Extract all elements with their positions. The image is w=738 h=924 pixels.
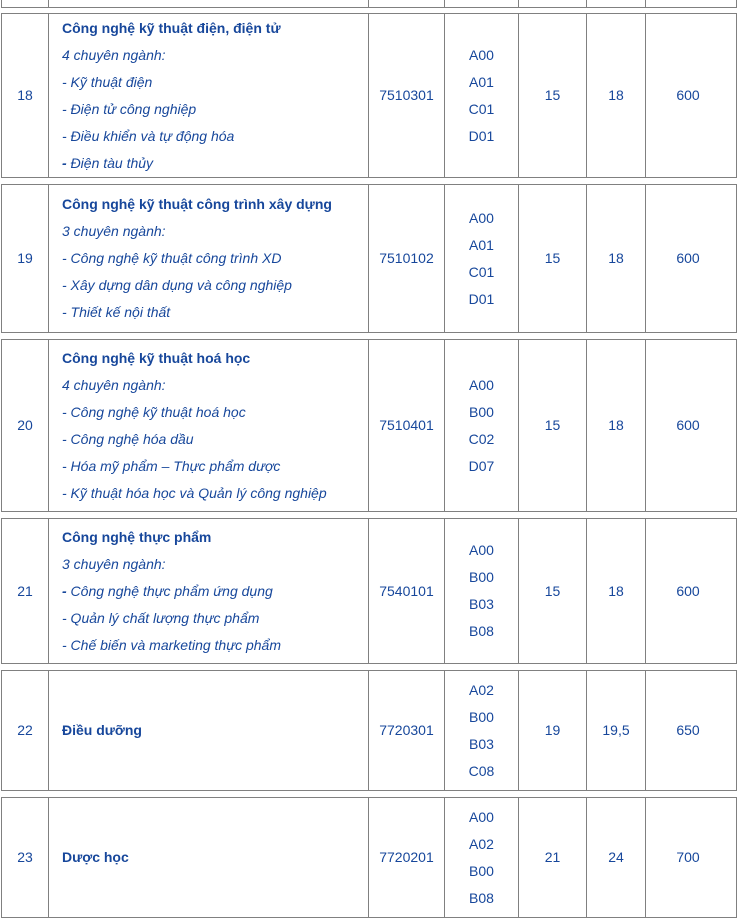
major-subtitle: 4 chuyên ngành: (62, 46, 166, 63)
item-text: Thiết kế nội thất (66, 304, 171, 320)
table-row (1, 184, 737, 333)
major-cell (48, 185, 368, 332)
score3-value: 600 (676, 582, 700, 599)
stt-value: 21 (17, 582, 33, 599)
subject-block-value: A02 (469, 681, 494, 698)
subject-block-value: A00 (469, 376, 494, 393)
major-code-cell (368, 671, 444, 790)
subject-block-value: B03 (469, 596, 494, 612)
score1-value: 19 (544, 722, 561, 738)
major-code-value: 7720301 (379, 722, 434, 738)
empty-cell (2, 0, 48, 7)
major-code-cell (368, 340, 444, 511)
major-code-value: 7540101 (379, 582, 434, 599)
major-specialization-item (62, 399, 246, 426)
score2-cell (586, 519, 645, 663)
score1-value: 15 (544, 250, 561, 266)
subject-block-value: A00 (469, 209, 494, 226)
subject-block-value: C01 (468, 263, 495, 280)
item-text: Điện tử công nghiệp (66, 100, 197, 117)
item-dash: - (62, 277, 67, 293)
score1-cell (518, 519, 586, 663)
stt-value: 20 (17, 417, 33, 433)
score3-value: 600 (676, 87, 700, 103)
major-specialization-item (62, 453, 280, 480)
admissions-table (1, 0, 737, 918)
item-text: Kỹ thuật hóa học và Quản lý công nghiệp (66, 484, 327, 501)
major-title: Công nghệ kỹ thuật hoá học (62, 349, 251, 366)
table-row (1, 339, 737, 512)
item-dash: - (62, 403, 67, 420)
item-dash: - (62, 636, 67, 653)
score1-cell (518, 798, 586, 917)
major-specialization-item (62, 480, 327, 507)
major-title: Điều dưỡng (62, 722, 142, 738)
subject-block-value: B00 (469, 862, 494, 879)
item-dash: - (62, 304, 67, 320)
score2-value: 18 (608, 417, 624, 433)
score3-value: 600 (676, 417, 700, 433)
item-text: Hóa mỹ phẩm – Thực phẩm dược (66, 457, 281, 474)
subject-block-value: A00 (469, 46, 494, 63)
subject-block-value: D01 (468, 127, 495, 144)
item-dash: - (62, 100, 67, 117)
major-specialization-item (62, 123, 234, 150)
score3-value: 650 (676, 722, 700, 738)
major-specialization-item (62, 245, 281, 272)
item-text: Xây dựng dân dụng và công nghiệp (66, 277, 292, 293)
subject-block-value: B03 (469, 735, 494, 752)
empty-cell (368, 0, 444, 7)
subject-block-value: B08 (469, 623, 494, 639)
subject-block-value: B08 (469, 889, 494, 906)
score1-cell (518, 185, 586, 332)
empty-cell (586, 0, 645, 7)
major-specialization-item (62, 69, 152, 96)
major-code-value: 7720201 (379, 849, 434, 865)
subject-blocks-cell (444, 671, 518, 790)
score3-cell (645, 185, 730, 332)
empty-cell (518, 0, 586, 7)
item-text: Điều khiển và tự động hóa (66, 127, 235, 144)
major-title: Công nghệ thực phẩm (62, 528, 212, 545)
score2-value: 19,5 (602, 722, 630, 738)
item-text: Kỹ thuật điện (66, 73, 153, 90)
major-cell (48, 519, 368, 663)
stt-cell (2, 14, 48, 177)
score3-cell (645, 340, 730, 511)
subject-blocks-cell (444, 798, 518, 917)
major-code-cell (368, 519, 444, 663)
subject-block-value: C02 (468, 430, 495, 447)
item-dash: - (62, 484, 67, 501)
major-specialization-item (62, 426, 194, 453)
item-text: Công nghệ kỹ thuật hoá học (66, 403, 246, 420)
subject-blocks-cell (444, 519, 518, 663)
score2-cell (586, 798, 645, 917)
major-title: Dược học (62, 849, 129, 865)
item-dash: - (62, 430, 67, 447)
item-dash: - (62, 127, 67, 144)
major-title: Công nghệ kỹ thuật công trình xây dựng (62, 196, 332, 212)
score3-cell (645, 798, 730, 917)
subject-block-value: B00 (469, 569, 494, 585)
major-code-cell (368, 185, 444, 332)
stt-value: 22 (17, 722, 33, 738)
major-specialization-item (62, 578, 273, 605)
table-row-partial (1, 0, 737, 8)
score1-value: 21 (544, 849, 561, 865)
score1-cell (518, 340, 586, 511)
subject-blocks-cell (444, 340, 518, 511)
stt-cell (2, 185, 48, 332)
major-cell (48, 340, 368, 511)
item-dash: - (62, 609, 67, 626)
subject-block-value: C08 (468, 762, 495, 779)
item-dash: - (62, 457, 67, 474)
major-specialization-item (62, 299, 170, 326)
subject-block-value: D07 (468, 457, 495, 474)
stt-value: 18 (17, 87, 33, 103)
major-title: Công nghệ kỹ thuật điện, điện tử (62, 19, 281, 36)
item-dash: - (62, 73, 67, 90)
score2-cell (586, 14, 645, 177)
major-specialization-item (62, 272, 292, 299)
subject-block-value: C01 (468, 100, 495, 117)
subject-block-value: A00 (469, 542, 494, 558)
score1-value: 15 (544, 87, 561, 103)
major-code-cell (368, 14, 444, 177)
subject-block-value: A00 (469, 808, 494, 825)
score1-cell (518, 671, 586, 790)
score1-value: 15 (544, 582, 561, 599)
table-row (1, 518, 737, 664)
stt-cell (2, 671, 48, 790)
item-text: Công nghệ kỹ thuật công trình XD (66, 250, 282, 266)
score3-cell (645, 671, 730, 790)
stt-cell (2, 798, 48, 917)
item-text: Quản lý chất lượng thực phẩm (66, 609, 260, 626)
item-text: Công nghệ hóa dầu (66, 430, 194, 447)
score2-cell (586, 671, 645, 790)
score3-value: 600 (676, 250, 700, 266)
item-dash: - (62, 154, 67, 171)
major-cell (48, 14, 368, 177)
item-dash: - (62, 582, 67, 599)
subject-block-value: A02 (469, 835, 494, 852)
empty-cell (645, 0, 730, 7)
stt-cell (2, 340, 48, 511)
score3-value: 700 (676, 849, 700, 865)
major-specialization-item (62, 150, 153, 177)
score2-value: 18 (608, 582, 624, 599)
table-row (1, 13, 737, 178)
item-text: Công nghệ thực phẩm ứng dụng (66, 582, 273, 599)
score2-cell (586, 340, 645, 511)
subject-blocks-cell (444, 185, 518, 332)
subject-block-value: A01 (469, 236, 494, 253)
table-row (1, 797, 737, 918)
major-code-cell (368, 798, 444, 917)
item-text: Chế biến và marketing thực phẩm (66, 636, 281, 653)
item-text: Điện tàu thủy (66, 154, 154, 171)
major-specialization-item (62, 96, 196, 123)
major-cell (48, 671, 368, 790)
empty-cell (48, 0, 368, 7)
score1-value: 15 (544, 417, 561, 433)
stt-value: 23 (17, 849, 33, 865)
subject-block-value: A01 (469, 73, 494, 90)
empty-cell (444, 0, 518, 7)
score2-cell (586, 185, 645, 332)
subject-block-value: B00 (469, 403, 494, 420)
major-subtitle: 3 chuyên ngành: (62, 223, 166, 239)
score2-value: 18 (608, 250, 624, 266)
subject-blocks-cell (444, 14, 518, 177)
major-cell (48, 798, 368, 917)
item-dash: - (62, 250, 67, 266)
major-specialization-item (62, 632, 281, 659)
stt-value: 19 (17, 250, 33, 266)
major-subtitle: 3 chuyên ngành: (62, 555, 166, 572)
subject-block-value: B00 (469, 708, 494, 725)
major-specialization-item (62, 605, 259, 632)
stt-cell (2, 519, 48, 663)
score1-cell (518, 14, 586, 177)
subject-block-value: D01 (468, 290, 495, 307)
score3-cell (645, 14, 730, 177)
major-code-value: 7510301 (379, 87, 434, 103)
major-subtitle: 4 chuyên ngành: (62, 376, 166, 393)
score3-cell (645, 519, 730, 663)
major-code-value: 7510401 (379, 417, 434, 433)
score2-value: 24 (608, 849, 624, 865)
score2-value: 18 (608, 87, 624, 103)
table-row (1, 670, 737, 791)
major-code-value: 7510102 (379, 250, 434, 266)
